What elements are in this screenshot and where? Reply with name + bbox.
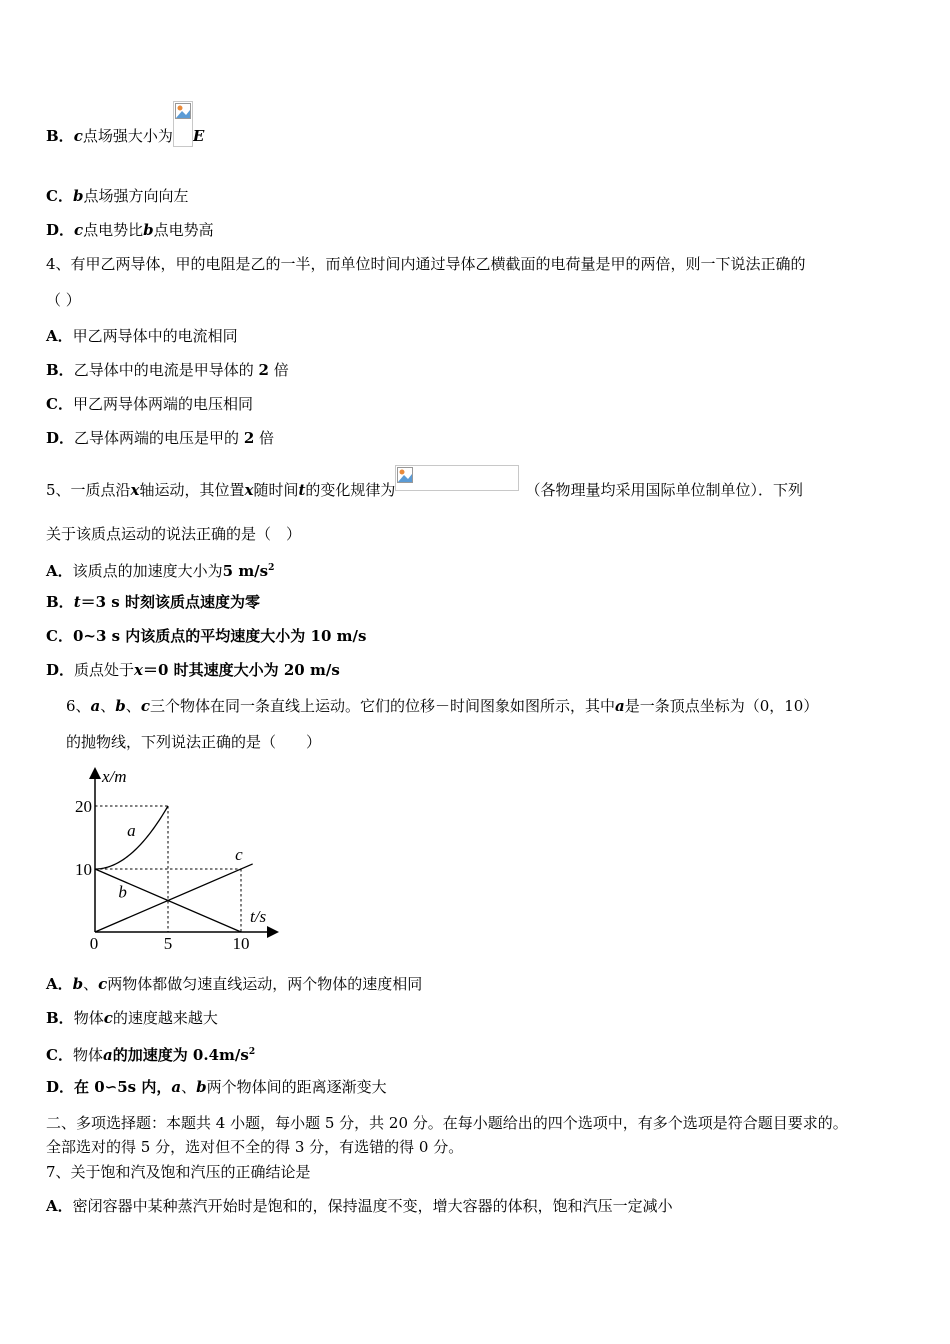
x-tick-label-5: 5 — [163, 934, 173, 952]
section2-heading-line1: 二、多项选择题：本题共 4 小题，每小题 5 分，共 20 分。在每小题给出的四个选项中，有多个选项是符合题目要求的。 — [46, 1114, 848, 1132]
broken-image-icon — [175, 103, 191, 119]
q5-option-d: D．质点处于x＝0 时其速度大小为 20 m/s — [46, 661, 340, 679]
series-label-a: a — [127, 821, 136, 841]
q5-option-c: C．0~3 s 内该质点的平均速度大小为 10 m/s — [46, 627, 367, 645]
q4-stem-line2: （ ） — [46, 291, 81, 309]
q6-option-a: A．b、c两物体都做匀速直线运动，两个物体的速度相同 — [46, 975, 423, 993]
q4-option-a: A．甲乙两导体中的电流相同 — [46, 327, 238, 345]
position-time-chart — [66, 762, 281, 952]
q6-option-d: D．在 0∽5s 内，a、b两个物体间的距离逐渐变大 — [46, 1078, 387, 1096]
q6-option-c: C．物体a的加速度为 $0.4m/s^2$ — [46, 1046, 256, 1064]
q6-stem-line2: 的抛物线，下列说法正确的是（ ） — [66, 733, 322, 751]
x-tick-label-0: 0 — [89, 934, 99, 952]
q5-option-a: A．该质点的加速度大小为5 $m/s^2$ — [46, 562, 275, 580]
y-tick-label-10: 10 — [75, 860, 92, 879]
q5-stem-line1: 5、一质点沿x轴运动，其位置x随时间t的变化规律为 （各物理量均采用国际单位制单位）．下列 — [46, 475, 803, 500]
section2-heading-line2: 全部选对的得 5 分，选对但不全的得 3 分，有选错的得 0 分。 — [46, 1138, 464, 1156]
q3-option-d: D．c点电势比b点电势高 — [46, 221, 214, 239]
q4-option-c: C．甲乙两导体两端的电压相同 — [46, 395, 253, 413]
q4-stem-line1: 4、有甲乙两导体，甲的电阻是乙的一半，而单位时间内通过导体乙横截面的电荷量是甲的两倍，则一下说法正确的 — [46, 255, 806, 273]
y-tick-label-20: 20 — [75, 797, 92, 816]
y-axis-label: x/m — [102, 767, 127, 786]
q3-option-c: C．b点场强方向向左 — [46, 187, 189, 205]
formula-image-placeholder — [173, 101, 193, 147]
q4-option-d: D．乙导体两端的电压是甲的 2 倍 — [46, 429, 275, 447]
x-axis-label: t/s — [250, 907, 267, 926]
q5-stem-line2: 关于该质点运动的说法正确的是（ ） — [46, 525, 302, 543]
q7-stem: 7、关于饱和汽及饱和汽压的正确结论是 — [46, 1163, 311, 1181]
formula-image-placeholder — [395, 465, 519, 491]
q6-option-b: B．物体c的速度越来越大 — [46, 1009, 218, 1027]
x-tick-label-10: 10 — [232, 934, 250, 952]
q5-option-b: B．t＝3 s 时刻该质点速度为零 — [46, 593, 260, 611]
series-label-c: c — [235, 845, 243, 865]
broken-image-icon — [397, 467, 413, 483]
q3-option-b: B．c点场强大小为 E — [46, 126, 204, 147]
q6-stem-line1: 6、a、b、c三个物体在同一条直线上运动。它们的位移－时间图象如图所示，其中a是一条顶点坐标为（0，10） — [66, 697, 819, 715]
q4-option-b: B．乙导体中的电流是甲导体的 2 倍 — [46, 361, 289, 379]
q7-option-a: A．密闭容器中某种蒸汽开始时是饱和的，保持温度不变，增大容器的体积，饱和汽压一定减小 — [46, 1197, 673, 1215]
series-label-b: b — [118, 882, 127, 902]
